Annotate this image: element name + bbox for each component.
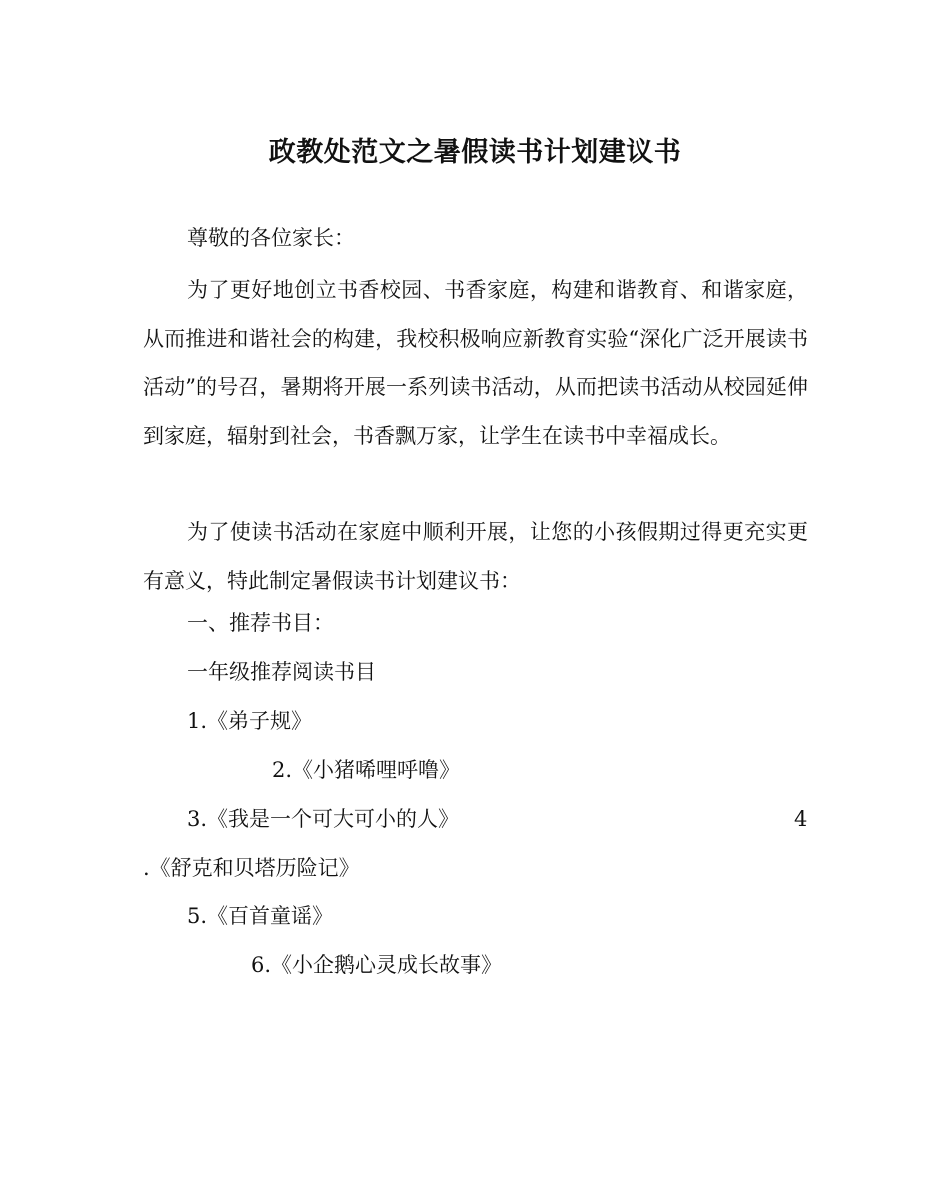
book-list-item: .《舒克和贝塔历险记》 bbox=[143, 856, 360, 880]
book-list-item: 3.《我是一个可大可小的人》 bbox=[187, 807, 460, 831]
book-list-item: 1.《弟子规》 bbox=[187, 709, 313, 733]
book-list-item: 5.《百首童谣》 bbox=[187, 904, 334, 928]
greeting: 尊敬的各位家长： bbox=[187, 226, 355, 250]
intro-paragraph: 为了更好地创立书香校园、书香家庭，构建和谐教育、和谐家庭，从而推进和谐社会的构建，我校积极响应新教育实验“深化广泛开展读书活动”的号召，暑期将开展一系列读书活动，从而把读书活动从校园延伸到家庭，辐射到社会，书香飘万家，让学生在读书中幸福成长。 bbox=[143, 278, 808, 448]
document-title: 政教处范文之暑假读书计划建议书 bbox=[268, 137, 682, 168]
grade-1-reading-list-heading: 一年级推荐阅读书目 bbox=[187, 660, 376, 684]
book-list-item: 2.《小猪唏哩呼噜》 bbox=[272, 758, 461, 782]
book-list-item-number: 4 bbox=[794, 807, 808, 831]
section-heading-recommended-books: 一、推荐书目： bbox=[187, 611, 334, 635]
purpose-paragraph: 为了使读书活动在家庭中顺利开展，让您的小孩假期过得更充实更有意义，特此制定暑假读书计划建议书： bbox=[143, 520, 808, 593]
book-list-item: 6.《小企鹅心灵成长故事》 bbox=[251, 953, 503, 977]
